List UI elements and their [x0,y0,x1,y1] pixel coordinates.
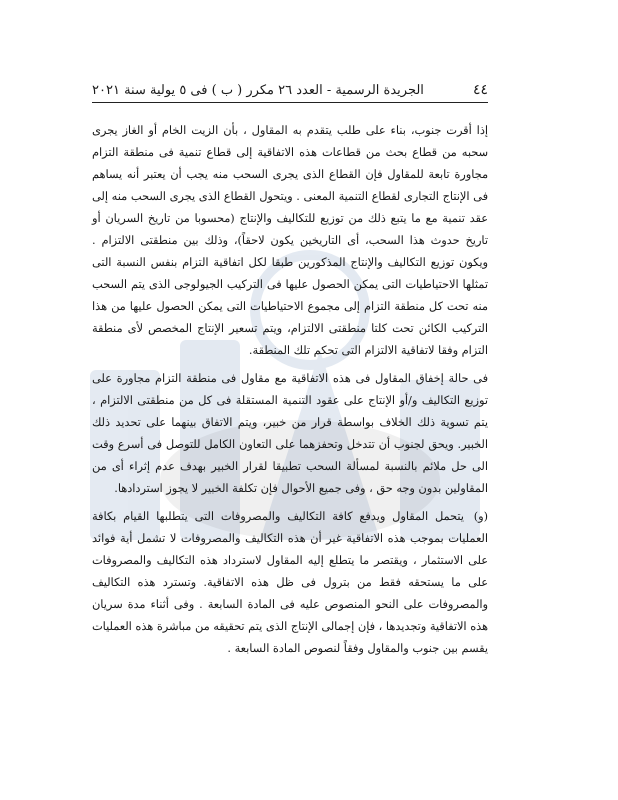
paragraph [92,368,488,500]
paragraph-label: (و) [473,510,489,523]
gazette-header-title: الجريدة الرسمية - العدد ٢٦ مكرر ( ب ) فى ٥ يولية سنة ٢٠٢١ [92,83,424,98]
page-number: ٤٤ [472,82,488,98]
paragraph-text: فى حالة إخفاق المقاول فى هذه الاتفاقية مع مقاول فى منطقة التزام مجاورة على توزيع التكاليف و/أو الإنتاج على عقود التنمية المستقلة فى كل من منطقتى الالتزام ، يتم تسوية ذلك الخلاف بواسطة قرار من خبير، ويتم الاتفاق بينهما على تحديد ذلك الخبير. ويحق لجنوب أن تتدخل وتحفزهما على التعاون الكامل للتوصل فى أسرع وقت الى حل ملائم بالنسبة لمسألة السحب تطبيقا لقرار الخبير بهدف عدم إثراء أى من المقاولين بدون وجه حق ، وفى جميع الأحوال فإن تكلفة الخبير لا يجوز استردادها. [92,372,488,495]
document-body [92,120,488,666]
paragraph-text: إذا أقرت جنوب، بناء على طلب يتقدم به المقاول ، بأن الزيت الخام أو الغاز يجرى سحبه من قطاع بحث من قطاعات هذه الاتفاقية إلى قطاع تنمية فى منطقة التزام مجاورة تابعة للمقاول فإن القطاع الذى يجرى السحب منه يجب أن يعتبر أنه يساهم فى الإنتاج التجارى لقطاع التنمية المعنى . ويتحول القطاع الذى يجرى السحب منه إلى عقد تنمية مع ما يتبع ذلك من توزيع للتكاليف والإنتاج (محسوبا من تاريخ السريان أو تاريخ حدوث هذا السحب، أى التاريخين يكون لاحقاً)، وذلك بين منطقتى الالتزام . ويكون توزيع التكاليف والإنتاج المذكورين طبقا لكل اتفاقية التزام بنفس النسبة التى تمثلها الاحتياطيات التى يمكن الحصول عليها فى التركيب الجيولوجى الذى يتم السحب منه تحت كل منطقة التزام إلى مجموع الاحتياطيات التى يمكن الحصول عليها من هذا التركيب الكائن تحت كلتا منطقتى الالتزام، ويتم تسعير الإنتاج المخصص لأى منطقة التزام وفقا لاتفاقية الالتزام التى تحكم تلك المنطقة. [92,124,488,357]
paragraph [92,120,488,362]
page-header [92,82,488,103]
paragraph-text: يتحمل المقاول ويدفع كافة التكاليف والمصروفات التى يتطلبها القيام بكافة العمليات بموجب هذه الاتفاقية غير أن هذه التكاليف والمصروفات لا تشمل أية فوائد على الاستثمار ، ويقتصر ما يتطلع إليه المقاول لاسترداد هذه التكاليف والمصروفات على ما يستحقه فقط من بترول فى ظل هذه الاتفاقية. وتسترد هذه التكاليف والمصروفات على النحو المنصوص عليه فى المادة السابعة . وفى أثناء مدة سريان هذه الاتفاقية وتجديدها ، فإن إجمالى الإنتاج الذى يتم تحقيقه من مباشرة هذه العمليات يقسم بين جنوب والمقاول وفقاً لنصوص المادة السابعة . [92,510,488,655]
paragraph [92,506,488,660]
